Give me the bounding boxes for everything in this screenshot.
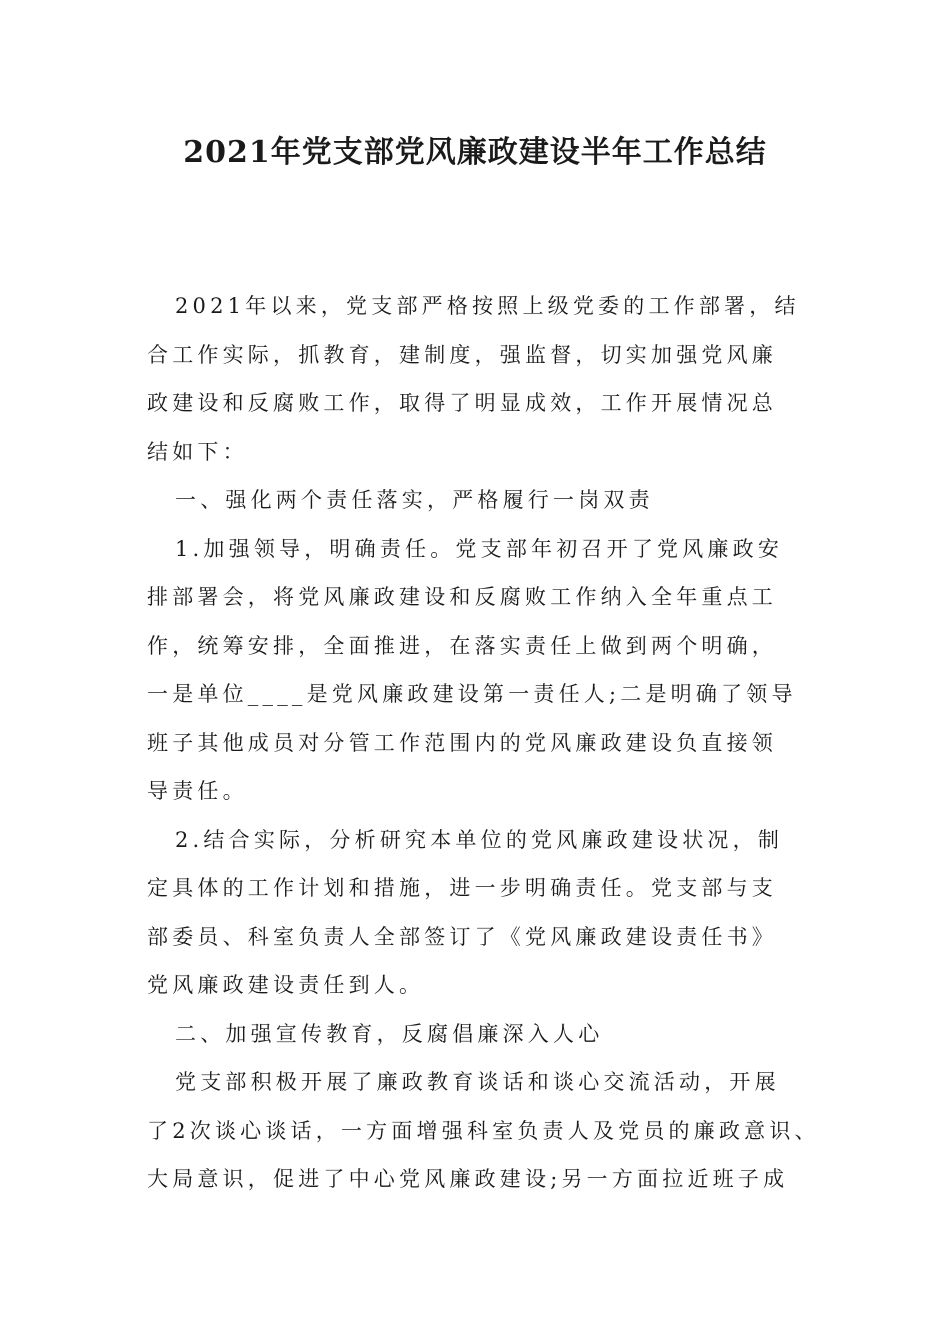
text-line: 结如下： [147,439,248,464]
text-line: 1.加强领导，明确责任。党支部年初召开了党风廉政安 [175,536,784,561]
text-line: 定具体的工作计划和措施，进一步明确责任。党支部与支 [147,876,777,900]
text-line: 二、加强宣传教育，反腐倡廉深入人心 [175,1021,604,1046]
text-line: 大局意识，促进了中心党风廉政建设;另一方面拉近班子成 [147,1167,789,1191]
text-line: 一是单位____是党风廉政建设第一责任人;二是明确了领导 [147,682,797,706]
text-line: 部委员、科室负责人全部签订了《党风廉政建设责任书》 [147,924,777,949]
text-line: 导责任。 [147,779,248,803]
text-line: 班子其他成员对分管工作范围内的党风廉政建设负直接领 [147,730,777,755]
text-line: 政建设和反腐败工作，取得了明显成效，工作开展情况总 [147,391,777,415]
document-body [147,282,820,1204]
text-line: 2021年以来，党支部严格按照上级党委的工作部署，结 [175,294,800,318]
text-line: 了2次谈心谈话，一方面增强科室负责人及党员的廉政意识、 [147,1118,820,1143]
document-title: 2021年党支部党风廉政建设半年工作总结 [183,135,767,170]
text-line: 党支部积极开展了廉政教育谈话和谈心交流活动，开展 [175,1070,780,1094]
text-line: 合工作实际，抓教育，建制度，强监督，切实加强党风廉 [147,342,777,367]
text-line: 党风廉政建设责任到人。 [147,973,425,997]
text-line: 一、强化两个责任落实，严格履行一岗双责 [175,488,654,512]
text-line: 作，统筹安排，全面推进，在落实责任上做到两个明确， [147,633,777,658]
text-line: 2.结合实际，分析研究本单位的党风廉政建设状况，制 [175,827,784,852]
text-line: 排部署会，将党风廉政建设和反腐败工作纳入全年重点工 [147,585,777,609]
